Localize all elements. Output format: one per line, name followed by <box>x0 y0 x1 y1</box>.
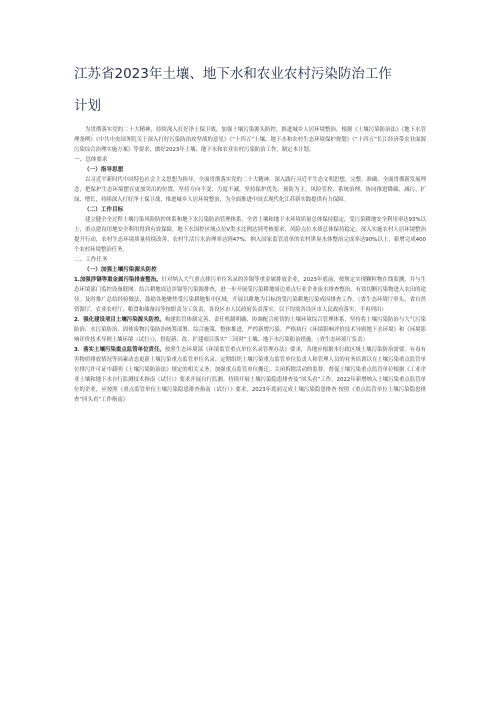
document-title-line-2: 计划 <box>74 98 101 114</box>
work-goals-paragraph: 建立健全全过程土壤污染风险防控体系和地下水污染防治管理体系，全省土壤和地下水环境质量总体保持稳定，受污染耕地安全利用率达93%以上，重点建设用地安全利用得到有效保障，地下水国控区域点位V类水比例达到考核要求，风险点位水质总体保持稳定。深入实施农村人居环境整治提升行动，农村生态环境质量持续改善，农村生活污水治理率达到47%，纳入国家监管清单的农村黑臭水体整治完成率达90%以上，新增完成400个农村环境整治任务。 <box>74 217 426 253</box>
task-item-3-heading: 3．落实土壤污染重点监管单位责任。 <box>74 347 165 353</box>
document-body <box>74 125 426 405</box>
guiding-ideology-paragraph: 以习近平新时代中国特色社会主义思想为指导，全面贯彻落实党的二十大精神，深入践行习近平生态文明思想，完整、准确、全面贯彻新发展理念，把保护生态环境摆在更加突出的位置，坚持方向不变、力度不减，坚持保护优先、预防为主，风险管控、系统治理，协同推进降碳、减污、扩绿、增长，持续深入打好净土保卫战，推进城乡人居环境整治，为全面推进中国式现代化江苏新实践提供有力保障。 <box>74 177 426 203</box>
section-heading-overall-requirements: 一、总体要求 <box>74 157 108 163</box>
task-item-3-text: 按照生态环境部《环境监管重点单位名录管理办法》要求，各地应根据本行政区域土壤污染防治需要、有毒有害物质排放情况等因素动态更新土壤污染重点监管单位名录。定期组织土壤污染重点监管单位负责人和管理人员的业务培训以在土壤污染重点监管单位排污许可证中载明《土壤污染防治法》规定的相关义务，加强重点监管单位搬迁、关闭拆除活动的监督。督促土壤污染重点监管单位根据《工业企业土壤和地下水自行监测技术指南（试行）》要求开展自行监测。持续开展土壤污染隐患排查及“回头看”工作，2022年新增纳入土壤污染重点监管单位的企业，应按照《重点监管单位土壤污染隐患排查指南（试行）》要求，2023年底前完成土壤污染隐患排查 按照《重点监管单位土壤污染隐患排查“回头看”工作指南》 <box>74 347 426 403</box>
subheading-source-control: （一）加强土壤污染源头防控 <box>84 267 157 273</box>
task-item-1 <box>74 275 426 315</box>
task-item-1-text: 针对纳入大气重点排污单位名录的涉镉等重金属排放企业，2023年底前，按规定实现颗粒物在线监测，并与生态环境部门监控设备联网。结合耕地周边涉镉等污染源排查，进一步开展受污染耕地周边重点行业企业废水排查整治，有效切断污染物进入农田的途径。及时推广总结经验做法，鼓励各地聚焦受污染耕地集中区域，开展以耕地为目标的受污染耕地污染成因排查工作。（省生态环境厅牵头，省自然资源厅、农业农村厅、粮食和储备局等按职责分工负责，各设区市人民政府负责落实。以下均需各设区市人民政府落实，不再列出） <box>74 277 426 313</box>
task-item-3 <box>74 345 426 405</box>
task-item-2-text: 构建监管体制完善、责任机制明确、协调配合密切的土壤环境综合管理体系，坚持将土壤污染防治与大气污染防治、水污染防治、固体废物污染防治统筹部署、综合施策、整体推进，严控新增污染。严格执行《环境影响评价技术导则地下水环境》和《环境影响评价技术导则土壤环境（试行）》，督促新、改、扩建项目落实“三同时”土壤、地下水污染防治措施。（省生态环境厅负责） <box>74 317 426 343</box>
task-item-1-heading: 1.加强涉镉等重金属污染排查整治。 <box>74 277 162 283</box>
subheading-guiding-ideology: （一）指导思想 <box>84 167 124 173</box>
subheading-work-goals: （二）工作目标 <box>84 207 124 213</box>
intro-paragraph: 为贯彻落实党的二十大精神，持续深入打好净土保卫战，加强土壤污染源头防控，推进城乡人居环境整治，根据《土壤污染防治法》《地下水管理条例》《中共中央国务院关于深入打好污染防治攻坚战的意见》《“十四五”土壤、地下水和农村生态环境保护规划》《“十四五”长江经济带农业面源污染综合治理实施方案》等要求，做好2023年土壤、地下水和农业农村污染防治工作，制定本计划。 <box>74 127 426 153</box>
section-heading-work-tasks: 二、工作任务 <box>74 257 108 263</box>
task-item-2 <box>74 315 426 345</box>
task-item-2-heading: 2．强化建设项目土壤污染源头防控。 <box>74 317 165 323</box>
document-title-line-1: 江苏省2023年土壤、地下水和农业农村污染防治工作 <box>74 66 392 82</box>
